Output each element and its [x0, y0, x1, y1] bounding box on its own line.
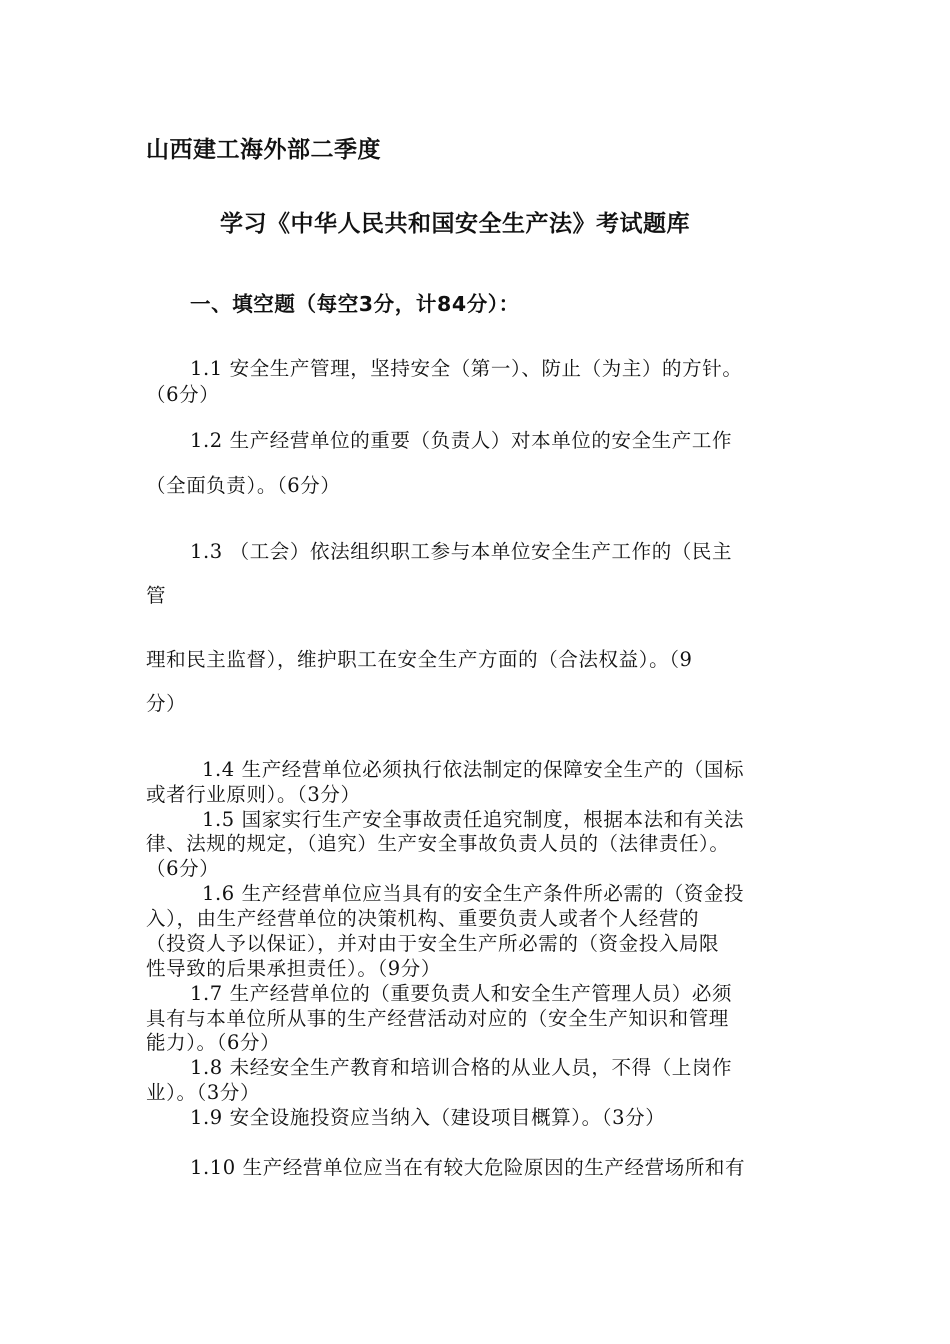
question-1-2-line-1: 1.2 生产经营单位的重要（负责人）对本单位的安全生产工作	[190, 429, 733, 452]
question-1-4-line-1: 1.4 生产经营单位必须执行依法制定的保障安全生产的（国标	[202, 758, 745, 781]
question-1-5-line-1: 1.5 国家实行生产安全事故责任追究制度，根据本法和有关法	[202, 808, 745, 831]
question-1-1-line-2: （6分）	[146, 383, 220, 406]
question-1-5-line-3: （6分）	[146, 857, 220, 880]
question-1-6-line-3: （投资人予以保证），并对由于安全生产所必需的（资金投入局限	[146, 932, 720, 955]
question-1-6-line-1: 1.6 生产经营单位应当具有的安全生产条件所必需的（资金投	[202, 882, 745, 905]
question-1-5-line-2: 律、法规的规定，（追究）生产安全事故负责人员的（法律责任）。	[146, 832, 730, 855]
question-1-6-line-2: 入），由生产经营单位的决策机构、重要负责人或者个人经营的	[146, 907, 700, 930]
title-line-2: 学习《中华人民共和国安全生产法》考试题库	[220, 211, 690, 237]
question-1-3-line-2: 管	[146, 584, 167, 607]
title-line-1: 山西建工海外部二季度	[146, 137, 381, 163]
question-1-8-line-2: 业）。（3分）	[146, 1081, 261, 1104]
question-1-7-line-3: 能力）。（6分）	[146, 1031, 281, 1054]
question-1-3-line-3: 理和民主监督），维护职工在安全生产方面的（合法权益）。（9	[146, 648, 693, 671]
question-1-3-line-1: 1.3 （工会）依法组织职工参与本单位安全生产工作的（民主	[190, 540, 733, 563]
question-1-9-line-1: 1.9 安全设施投资应当纳入（建设项目概算）。（3分）	[190, 1106, 666, 1129]
question-1-1-line-1: 1.1 安全生产管理，坚持安全（第一）、防止（为主）的方针。	[190, 357, 743, 380]
section-1-heading: 一、填空题（每空3分，计84分）：	[190, 292, 520, 316]
question-1-10-line-1: 1.10 生产经营单位应当在有较大危险原因的生产经营场所和有	[190, 1156, 746, 1179]
question-1-8-line-1: 1.8 未经安全生产教育和培训合格的从业人员，不得（上岗作	[190, 1056, 733, 1079]
question-1-3-line-4: 分）	[146, 692, 187, 715]
question-1-7-line-2: 具有与本单位所从事的生产经营活动对应的（安全生产知识和管理	[146, 1007, 729, 1030]
question-1-6-line-4: 性导致的后果承担责任）。（9分）	[146, 957, 442, 980]
question-1-2-line-2: （全面负责）。（6分）	[146, 474, 341, 497]
question-1-7-line-1: 1.7 生产经营单位的（重要负责人和安全生产管理人员）必须	[190, 982, 733, 1005]
question-1-4-line-2: 或者行业原则）。（3分）	[146, 783, 361, 806]
